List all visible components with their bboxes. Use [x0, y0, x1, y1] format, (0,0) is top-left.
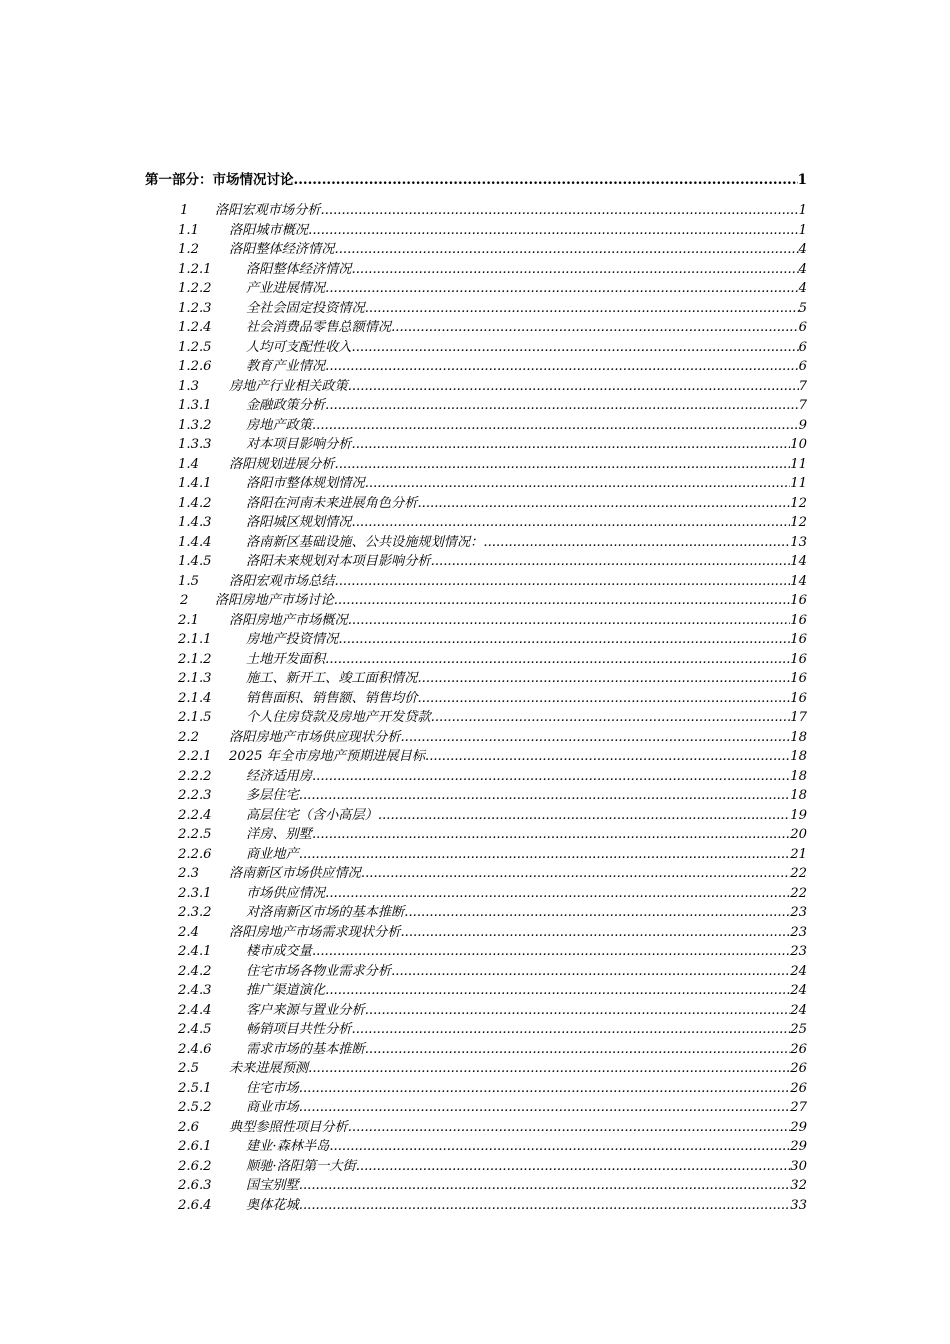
toc-leader-dots [348, 611, 791, 631]
toc-entry-title: 洛南新区基础设施、公共设施规划情况： [246, 534, 484, 550]
toc-entry[interactable] [145, 1079, 807, 1099]
toc-entry-title: 土地开发面积 [246, 651, 326, 667]
toc-entry-number: 2.4.5 [178, 1022, 212, 1037]
toc-leader-dots [417, 494, 790, 514]
toc-entry[interactable] [145, 474, 807, 494]
toc-entry[interactable] [145, 669, 807, 689]
toc-entry-number: 1.2.1 [178, 261, 212, 277]
toc-entry-title: 顺驰·洛阳第一大街 [246, 1158, 356, 1174]
toc-entry[interactable] [145, 981, 807, 1001]
toc-entry-page: 12 [790, 515, 807, 530]
toc-entry-title: 人均可支配性收入 [246, 339, 352, 355]
toc-entry-page: 21 [790, 846, 807, 862]
toc-entry[interactable] [145, 416, 807, 436]
toc-entry[interactable] [145, 357, 807, 377]
toc-entry-number: 2.2.2 [178, 768, 212, 784]
toc-entry[interactable] [145, 864, 807, 884]
toc-entry[interactable] [145, 591, 807, 611]
toc-entry-title: 洛阳房地产市场需求现状分析 [229, 924, 401, 940]
toc-entry[interactable] [145, 513, 807, 533]
toc-entry-number: 2.3.2 [178, 905, 212, 920]
toc-entry-page: 27 [790, 1100, 807, 1115]
toc-entry-page: 33 [790, 1197, 807, 1213]
toc-entry-page: 5 [798, 300, 807, 316]
toc-leader-dots [335, 455, 791, 475]
toc-entry-title: 洛阳在河南未来进展角色分析 [246, 495, 418, 511]
toc-entry-number: 2.2.4 [178, 807, 212, 823]
toc-entry[interactable] [145, 494, 807, 514]
toc-leader-dots [299, 1098, 790, 1118]
toc-entry-number: 2.4 [178, 924, 199, 940]
toc-entry[interactable] [145, 903, 807, 923]
toc-entry-number: 2.3.1 [178, 885, 212, 901]
toc-entry-title: 2025 年全市房地产预期进展目标 [229, 749, 426, 764]
toc-entry-page: 19 [790, 807, 807, 823]
toc-entry-title: 施工、新开工、竣工面积情况 [246, 671, 418, 686]
toc-entry-page: 6 [798, 359, 807, 374]
toc-leader-dots [334, 591, 791, 611]
toc-entry[interactable] [145, 240, 807, 260]
toc-entry[interactable] [145, 1137, 807, 1157]
toc-entry[interactable] [145, 533, 807, 553]
toc-entry-title: 商业地产 [246, 846, 299, 862]
toc-entry[interactable] [145, 923, 807, 943]
toc-entry-page: 22 [790, 885, 807, 901]
toc-entry-page: 7 [798, 398, 807, 413]
toc-entry-page: 14 [790, 573, 807, 589]
toc-entry-title: 对洛南新区市场的基本推断 [246, 905, 405, 920]
toc-entry[interactable] [145, 221, 807, 241]
toc-entry-number: 1.3.1 [178, 398, 212, 413]
toc-entry-title: 洛阳规划进展分析 [229, 456, 335, 472]
toc-leader-dots [325, 357, 798, 377]
toc-entry-number: 1.2.2 [178, 281, 212, 296]
toc-entry-number: 1.4.1 [178, 476, 212, 491]
toc-entry-title: 洛阳房地产市场概况 [229, 612, 348, 628]
toc-entry-title: 洛阳整体经济情况 [229, 242, 335, 257]
toc-leader-dots [365, 1001, 791, 1021]
toc-entry[interactable] [145, 279, 807, 299]
toc-leader-dots [391, 962, 790, 982]
toc-entry[interactable] [145, 1040, 807, 1060]
toc-leader-dots [425, 747, 790, 767]
toc-leader-dots [391, 318, 799, 338]
toc-entry-page: 24 [790, 1002, 807, 1018]
toc-entry-title: 畅销项目共性分析 [246, 1022, 352, 1037]
toc-leader-dots [365, 1040, 791, 1060]
toc-leader-dots [356, 1157, 791, 1177]
toc-part-page: 1 [797, 172, 807, 188]
toc-entry-number: 1.2 [178, 242, 199, 257]
toc-entry-page: 16 [790, 671, 807, 686]
toc-entry-page: 32 [790, 1178, 807, 1193]
toc-entry-title: 对本项目影响分析 [246, 437, 352, 452]
toc-entry-title: 洛阳房地产市场讨论 [215, 593, 334, 608]
toc-entry-title: 全社会固定投资情况 [246, 300, 365, 316]
toc-entry[interactable] [145, 767, 807, 787]
toc-leader-dots [335, 240, 799, 260]
toc-entry-page: 6 [798, 320, 807, 335]
toc-entry-title: 洛阳宏观市场总结 [229, 573, 335, 589]
toc-leader-dots [348, 1118, 791, 1138]
toc-entry[interactable] [145, 845, 807, 865]
toc-entry[interactable] [145, 786, 807, 806]
toc-entry-page: 14 [790, 554, 807, 569]
toc-entry-title: 洛阳宏观市场分析 [215, 203, 321, 218]
toc-entry-number: 2.3 [178, 866, 199, 881]
toc-entry[interactable] [145, 455, 807, 475]
toc-entry-number: 1.4.4 [178, 534, 212, 550]
toc-leader-dots [352, 435, 791, 455]
toc-leader-dots [299, 1176, 790, 1196]
toc-entry-number: 1.4 [178, 456, 199, 472]
toc-entry-page: 16 [790, 651, 807, 667]
toc-entry-page: 30 [790, 1158, 807, 1174]
toc-leader-dots [299, 1079, 790, 1099]
toc-entry-page: 4 [798, 261, 807, 277]
toc-entry-page: 20 [790, 827, 807, 842]
toc-entry[interactable] [145, 338, 807, 358]
toc-entry-number: 1 [180, 203, 189, 218]
toc-entry[interactable] [145, 884, 807, 904]
toc-entry-page: 9 [798, 417, 807, 433]
toc-entry-page: 23 [790, 905, 807, 920]
toc-entry-number: 1.3.2 [178, 417, 212, 433]
toc-entry-number: 2.4.4 [178, 1002, 212, 1018]
toc-entry[interactable] [145, 825, 807, 845]
toc-entry-page: 26 [790, 1061, 807, 1076]
toc-leader-dots [325, 884, 790, 904]
toc-entry-title: 社会消费品零售总额情况 [246, 320, 392, 335]
toc-leader-dots [325, 396, 798, 416]
toc-entry-page: 18 [790, 768, 807, 784]
toc-leader-dots [325, 650, 790, 670]
toc-entry-number: 2.2.5 [178, 827, 212, 842]
toc-entry-number: 2.4.3 [178, 983, 212, 998]
toc-entry-number: 2.6.4 [178, 1197, 212, 1213]
toc-entry-page: 6 [798, 339, 807, 355]
toc-entry-page: 12 [790, 495, 807, 511]
toc-entry-title: 房地产行业相关政策 [229, 378, 348, 394]
toc-entry-page: 11 [790, 456, 807, 472]
toc-entry-number: 2.6.2 [178, 1158, 212, 1174]
toc-entry[interactable] [145, 201, 807, 221]
toc-entry-title: 客户来源与置业分析 [246, 1002, 365, 1018]
toc-entry-title: 洛南新区市场供应情况 [229, 866, 361, 881]
toc-entry-page: 1 [798, 203, 807, 218]
toc-leader-dots [352, 260, 799, 280]
toc-entry[interactable] [145, 1001, 807, 1021]
toc-entry-page: 23 [790, 944, 807, 959]
toc-entry-number: 2.2.3 [178, 788, 212, 803]
toc-entry-title: 洋房、别墅 [246, 827, 312, 842]
toc-entry-number: 2.1.3 [178, 671, 212, 686]
toc-entry[interactable] [145, 650, 807, 670]
toc-entry-number: 2.4.2 [178, 963, 212, 979]
toc-entry[interactable] [145, 1196, 807, 1216]
toc-entry-number: 1.3 [178, 378, 199, 394]
toc-entry-title: 建业·森林半岛 [246, 1139, 330, 1154]
toc-entry-title: 教育产业情况 [246, 359, 326, 374]
toc-entry-number: 2.4.1 [178, 944, 212, 959]
toc-entry-page: 18 [790, 729, 807, 745]
toc-entry[interactable] [145, 708, 807, 728]
toc-entry-title: 产业进展情况 [246, 281, 326, 296]
toc-entry-page: 17 [790, 710, 807, 725]
toc-entry-title: 洛阳城市概况 [229, 222, 309, 238]
toc-part-title: 第一部分：市场情况讨论 [145, 172, 294, 188]
toc-leader-dots [417, 689, 790, 709]
toc-leader-dots [431, 708, 791, 728]
toc-entry-number: 1.5 [178, 573, 199, 589]
toc-entry-title: 销售面积、销售额、销售均价 [246, 690, 418, 706]
toc-entry-number: 1.1 [178, 222, 199, 238]
toc-entry-page: 25 [790, 1022, 807, 1037]
toc-entry-page: 26 [790, 1080, 807, 1096]
toc-entry-page: 18 [790, 749, 807, 764]
toc-leader-dots [325, 279, 798, 299]
toc-leader-dots [308, 1059, 790, 1079]
toc-entry-title: 洛阳整体经济情况 [246, 261, 352, 277]
toc-entry[interactable] [145, 1176, 807, 1196]
toc-entry-title: 个人住房贷款及房地产开发贷款 [246, 710, 431, 725]
toc-entry-page: 4 [798, 281, 807, 296]
toc-entry[interactable] [145, 299, 807, 319]
toc-entry-number: 2.2 [178, 729, 199, 745]
toc-entry-title: 洛阳城区规划情况 [246, 515, 352, 530]
toc-leader-dots [312, 767, 790, 787]
toc-entry-title: 房地产政策 [246, 417, 312, 433]
toc-leader-dots [329, 1137, 790, 1157]
toc-entry-title: 洛阳市整体规划情况 [246, 476, 365, 491]
toc-entry-page: 16 [790, 612, 807, 628]
toc-entry-number: 2.5.1 [178, 1080, 212, 1096]
toc-entry-number: 1.2.3 [178, 300, 212, 316]
toc-entry-page: 4 [798, 242, 807, 257]
toc-entry[interactable] [145, 435, 807, 455]
toc-leader-dots [365, 299, 799, 319]
toc-leader-dots [338, 630, 790, 650]
toc-entry-title: 典型参照性项目分析 [229, 1119, 348, 1135]
toc-entry[interactable] [145, 260, 807, 280]
toc-entry[interactable] [145, 377, 807, 397]
toc-entry[interactable] [145, 747, 807, 767]
toc-entry-number: 1.4.5 [178, 554, 212, 569]
toc-entry[interactable] [145, 572, 807, 592]
toc-leader-dots [299, 786, 790, 806]
toc-entry-title: 高层住宅（含小高层） [246, 807, 378, 823]
table-of-contents [145, 171, 807, 1215]
toc-leader-dots [299, 1196, 790, 1216]
toc-entry[interactable] [145, 1157, 807, 1177]
toc-entry[interactable] [145, 552, 807, 572]
toc-entry-number: 1.2.5 [178, 339, 212, 355]
toc-entry[interactable] [145, 396, 807, 416]
toc-leader-dots [483, 533, 790, 553]
toc-entry-page: 26 [790, 1041, 807, 1057]
toc-entry-title: 需求市场的基本推断 [246, 1041, 365, 1057]
toc-entry[interactable] [145, 1118, 807, 1138]
toc-entry-page: 16 [790, 593, 807, 608]
toc-entry-number: 2.1.1 [178, 632, 212, 647]
toc-entry-page: 24 [790, 983, 807, 998]
toc-entry-number: 2.1 [178, 612, 199, 628]
toc-entry-number: 2.1.4 [178, 690, 212, 706]
toc-leader-dots [308, 221, 798, 241]
toc-entry-title: 楼市成交量 [246, 944, 312, 959]
toc-leader-dots [361, 864, 790, 884]
toc-entry-title: 洛阳房地产市场供应现状分析 [229, 729, 401, 745]
toc-entry-title: 住宅市场 [246, 1080, 299, 1096]
toc-leader-dots [352, 1020, 791, 1040]
toc-entry-number: 2.4.6 [178, 1041, 212, 1057]
toc-leader-dots [378, 806, 790, 826]
toc-entry-title: 洛阳未来规划对本项目影响分析 [246, 554, 431, 569]
toc-leader-dots [400, 923, 790, 943]
toc-entry[interactable] [145, 630, 807, 650]
toc-leader-dots [431, 552, 791, 572]
toc-entry-title: 市场供应情况 [246, 885, 326, 901]
toc-entry-number: 2.6 [178, 1119, 199, 1135]
toc-entry-title: 多层住宅 [246, 788, 299, 803]
toc-entry-page: 18 [790, 788, 807, 803]
toc-entry-title: 经济适用房 [246, 768, 312, 784]
toc-entry-page: 16 [790, 690, 807, 706]
toc-entry-page: 29 [790, 1139, 807, 1154]
toc-entry-number: 2.2.6 [178, 846, 212, 862]
toc-part-heading[interactable] [145, 171, 807, 191]
toc-entry[interactable] [145, 962, 807, 982]
toc-leader-dots [299, 845, 790, 865]
toc-entry-page: 10 [790, 437, 807, 452]
toc-leader-dots [335, 572, 791, 592]
toc-entry-title: 未来进展预测 [229, 1061, 309, 1076]
toc-entry-number: 2.6.3 [178, 1178, 212, 1193]
toc-entry[interactable] [145, 1098, 807, 1118]
toc-entry-title: 房地产投资情况 [246, 632, 339, 647]
toc-leader-dots [348, 377, 799, 397]
toc-leader-dots [365, 474, 791, 494]
toc-entry[interactable] [145, 728, 807, 748]
toc-entry-title: 商业市场 [246, 1100, 299, 1115]
toc-entry-number: 2.2.1 [178, 749, 212, 764]
toc-entry-number: 2.1.2 [178, 651, 212, 667]
toc-entry-page: 22 [790, 866, 807, 881]
toc-entry[interactable] [145, 611, 807, 631]
toc-entry[interactable] [145, 318, 807, 338]
toc-leader-dots [321, 201, 799, 221]
toc-entry-number: 1.2.4 [178, 320, 212, 335]
toc-entry-number: 1.4.3 [178, 515, 212, 530]
toc-entry[interactable] [145, 1020, 807, 1040]
toc-entry-title: 国宝别墅 [246, 1178, 299, 1193]
toc-leader-dots [294, 171, 798, 191]
toc-leader-dots [312, 416, 799, 436]
toc-leader-dots [312, 825, 790, 845]
toc-entry-page: 16 [790, 632, 807, 647]
toc-entry-page: 1 [798, 222, 807, 238]
toc-entry-number: 1.3.3 [178, 437, 212, 452]
toc-leader-dots [312, 942, 790, 962]
toc-entry-page: 29 [790, 1119, 807, 1135]
toc-entry-page: 7 [798, 378, 807, 394]
toc-entry-title: 推广渠道演化 [246, 983, 326, 998]
toc-entry-number: 2.1.5 [178, 710, 212, 725]
toc-entry-title: 金融政策分析 [246, 398, 326, 413]
toc-entry-number: 1.2.6 [178, 359, 212, 374]
toc-entry[interactable] [145, 689, 807, 709]
toc-entry-page: 13 [790, 534, 807, 550]
toc-leader-dots [325, 981, 790, 1001]
toc-leader-dots [417, 669, 790, 689]
toc-entry-number: 2.5.2 [178, 1100, 212, 1115]
toc-entry-page: 24 [790, 963, 807, 979]
toc-entry-number: 2 [180, 593, 189, 608]
toc-entry-number: 1.4.2 [178, 495, 212, 511]
toc-leader-dots [352, 513, 791, 533]
toc-entry-number: 2.6.1 [178, 1139, 212, 1154]
toc-leader-dots [352, 338, 799, 358]
toc-entry[interactable] [145, 1059, 807, 1079]
toc-entry[interactable] [145, 942, 807, 962]
toc-leader-dots [400, 728, 790, 748]
toc-entry-number: 2.5 [178, 1061, 199, 1076]
toc-entry[interactable] [145, 806, 807, 826]
toc-entry-page: 11 [790, 476, 807, 491]
toc-entry-title: 奥体花城 [246, 1197, 299, 1213]
toc-leader-dots [404, 903, 790, 923]
toc-entry-page: 23 [790, 924, 807, 940]
toc-entries [145, 201, 807, 1215]
toc-entry-title: 住宅市场各物业需求分析 [246, 963, 392, 979]
